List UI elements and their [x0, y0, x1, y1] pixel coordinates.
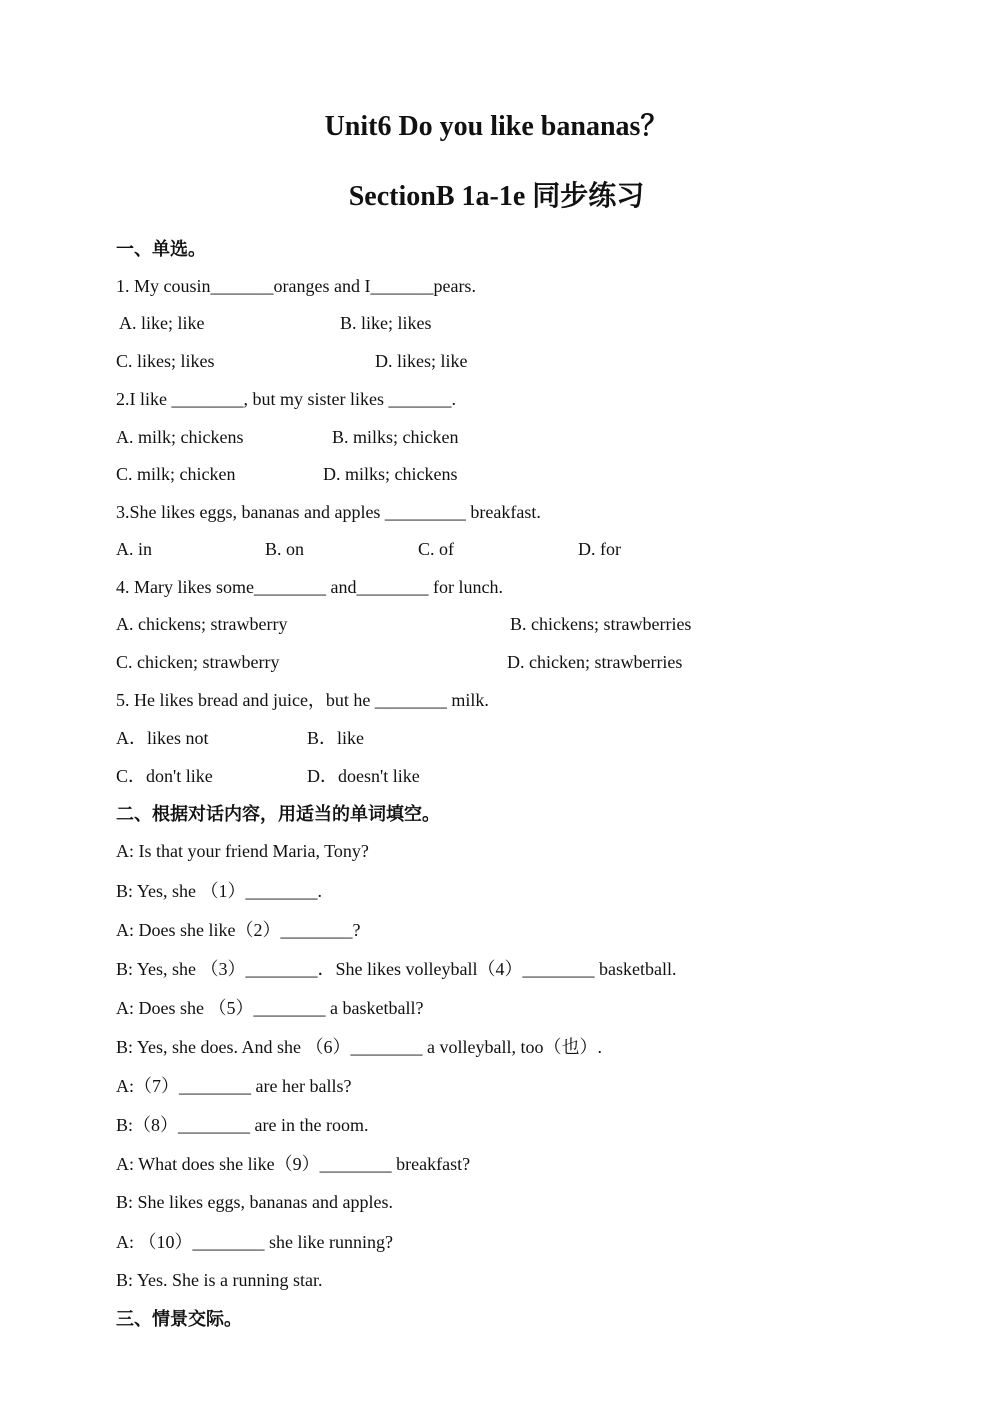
question-1-option-a: A. like; like [119, 313, 205, 333]
question-5-option-c: C．don't like [116, 766, 213, 786]
dialogue-line: A: What does she like（9）________ breakfast? [116, 1154, 471, 1174]
dialogue-line: A: Does she like（2）________? [116, 920, 361, 940]
dialogue-line: B: Yes. She is a running star. [116, 1270, 323, 1290]
dialogue-line: A: （10）________ she like running? [116, 1232, 393, 1252]
question-3-option-d: D. for [578, 539, 621, 559]
question-4-stem: 4. Mary likes some________ and________ for lunch. [116, 577, 503, 597]
question-5-option-b: B．like [307, 728, 364, 748]
question-4-option-a: A. chickens; strawberry [116, 614, 288, 634]
worksheet-title: Unit6 Do you like bananas？ [324, 111, 669, 142]
question-4-option-b: B. chickens; strawberries [510, 614, 692, 634]
dialogue-line: A: Is that your friend Maria, Tony? [116, 841, 369, 861]
dialogue-line: B: She likes eggs, bananas and apples. [116, 1192, 393, 1212]
question-5-option-a: A．likes not [116, 728, 209, 748]
dialogue-line: A:（7）________ are her balls? [116, 1076, 352, 1096]
question-1-option-c: C. likes; likes [116, 351, 215, 371]
question-3-option-a: A. in [116, 539, 152, 559]
dialogue-line: B: Yes, she （3）________．She likes volleyball（4）________ basketball. [116, 959, 677, 979]
question-2-option-a: A. milk; chickens [116, 427, 244, 447]
question-2-option-d: D. milks; chickens [323, 464, 458, 484]
section-heading-situational-communication: 三、情景交际。 [116, 1309, 242, 1329]
dialogue-line: A: Does she （5）________ a basketball? [116, 998, 424, 1018]
worksheet-subtitle: SectionB 1a-1e 同步练习 [348, 181, 645, 212]
dialogue-line: B: Yes, she does. And she （6）________ a volleyball, too（也）. [116, 1037, 602, 1057]
dialogue-line: B:（8）________ are in the room. [116, 1115, 369, 1135]
question-3-option-b: B. on [265, 539, 305, 559]
question-3-option-c: C. of [418, 539, 454, 559]
question-2-option-c: C. milk; chicken [116, 464, 236, 484]
question-1-stem: 1. My cousin_______oranges and I_______pears. [116, 276, 476, 296]
question-2-option-b: B. milks; chicken [332, 427, 459, 447]
section-heading-dialogue-fill: 二、根据对话内容，用适当的单词填空。 [116, 804, 440, 824]
question-4-option-d: D. chicken; strawberries [507, 652, 683, 672]
section-heading-multiple-choice: 一、单选。 [116, 239, 206, 259]
question-1-option-d: D. likes; like [375, 351, 468, 371]
question-3-stem: 3.She likes eggs, bananas and apples _________ breakfast. [116, 502, 541, 522]
dialogue-line: B: Yes, she （1）________. [116, 881, 323, 901]
question-5-option-d: D．doesn't like [307, 766, 420, 786]
question-4-option-c: C. chicken; strawberry [116, 652, 280, 672]
question-1-option-b: B. like; likes [340, 313, 432, 333]
question-2-stem: 2.I like ________, but my sister likes _______. [116, 389, 456, 409]
question-5-stem: 5. He likes bread and juice，but he ________ milk. [116, 690, 489, 710]
